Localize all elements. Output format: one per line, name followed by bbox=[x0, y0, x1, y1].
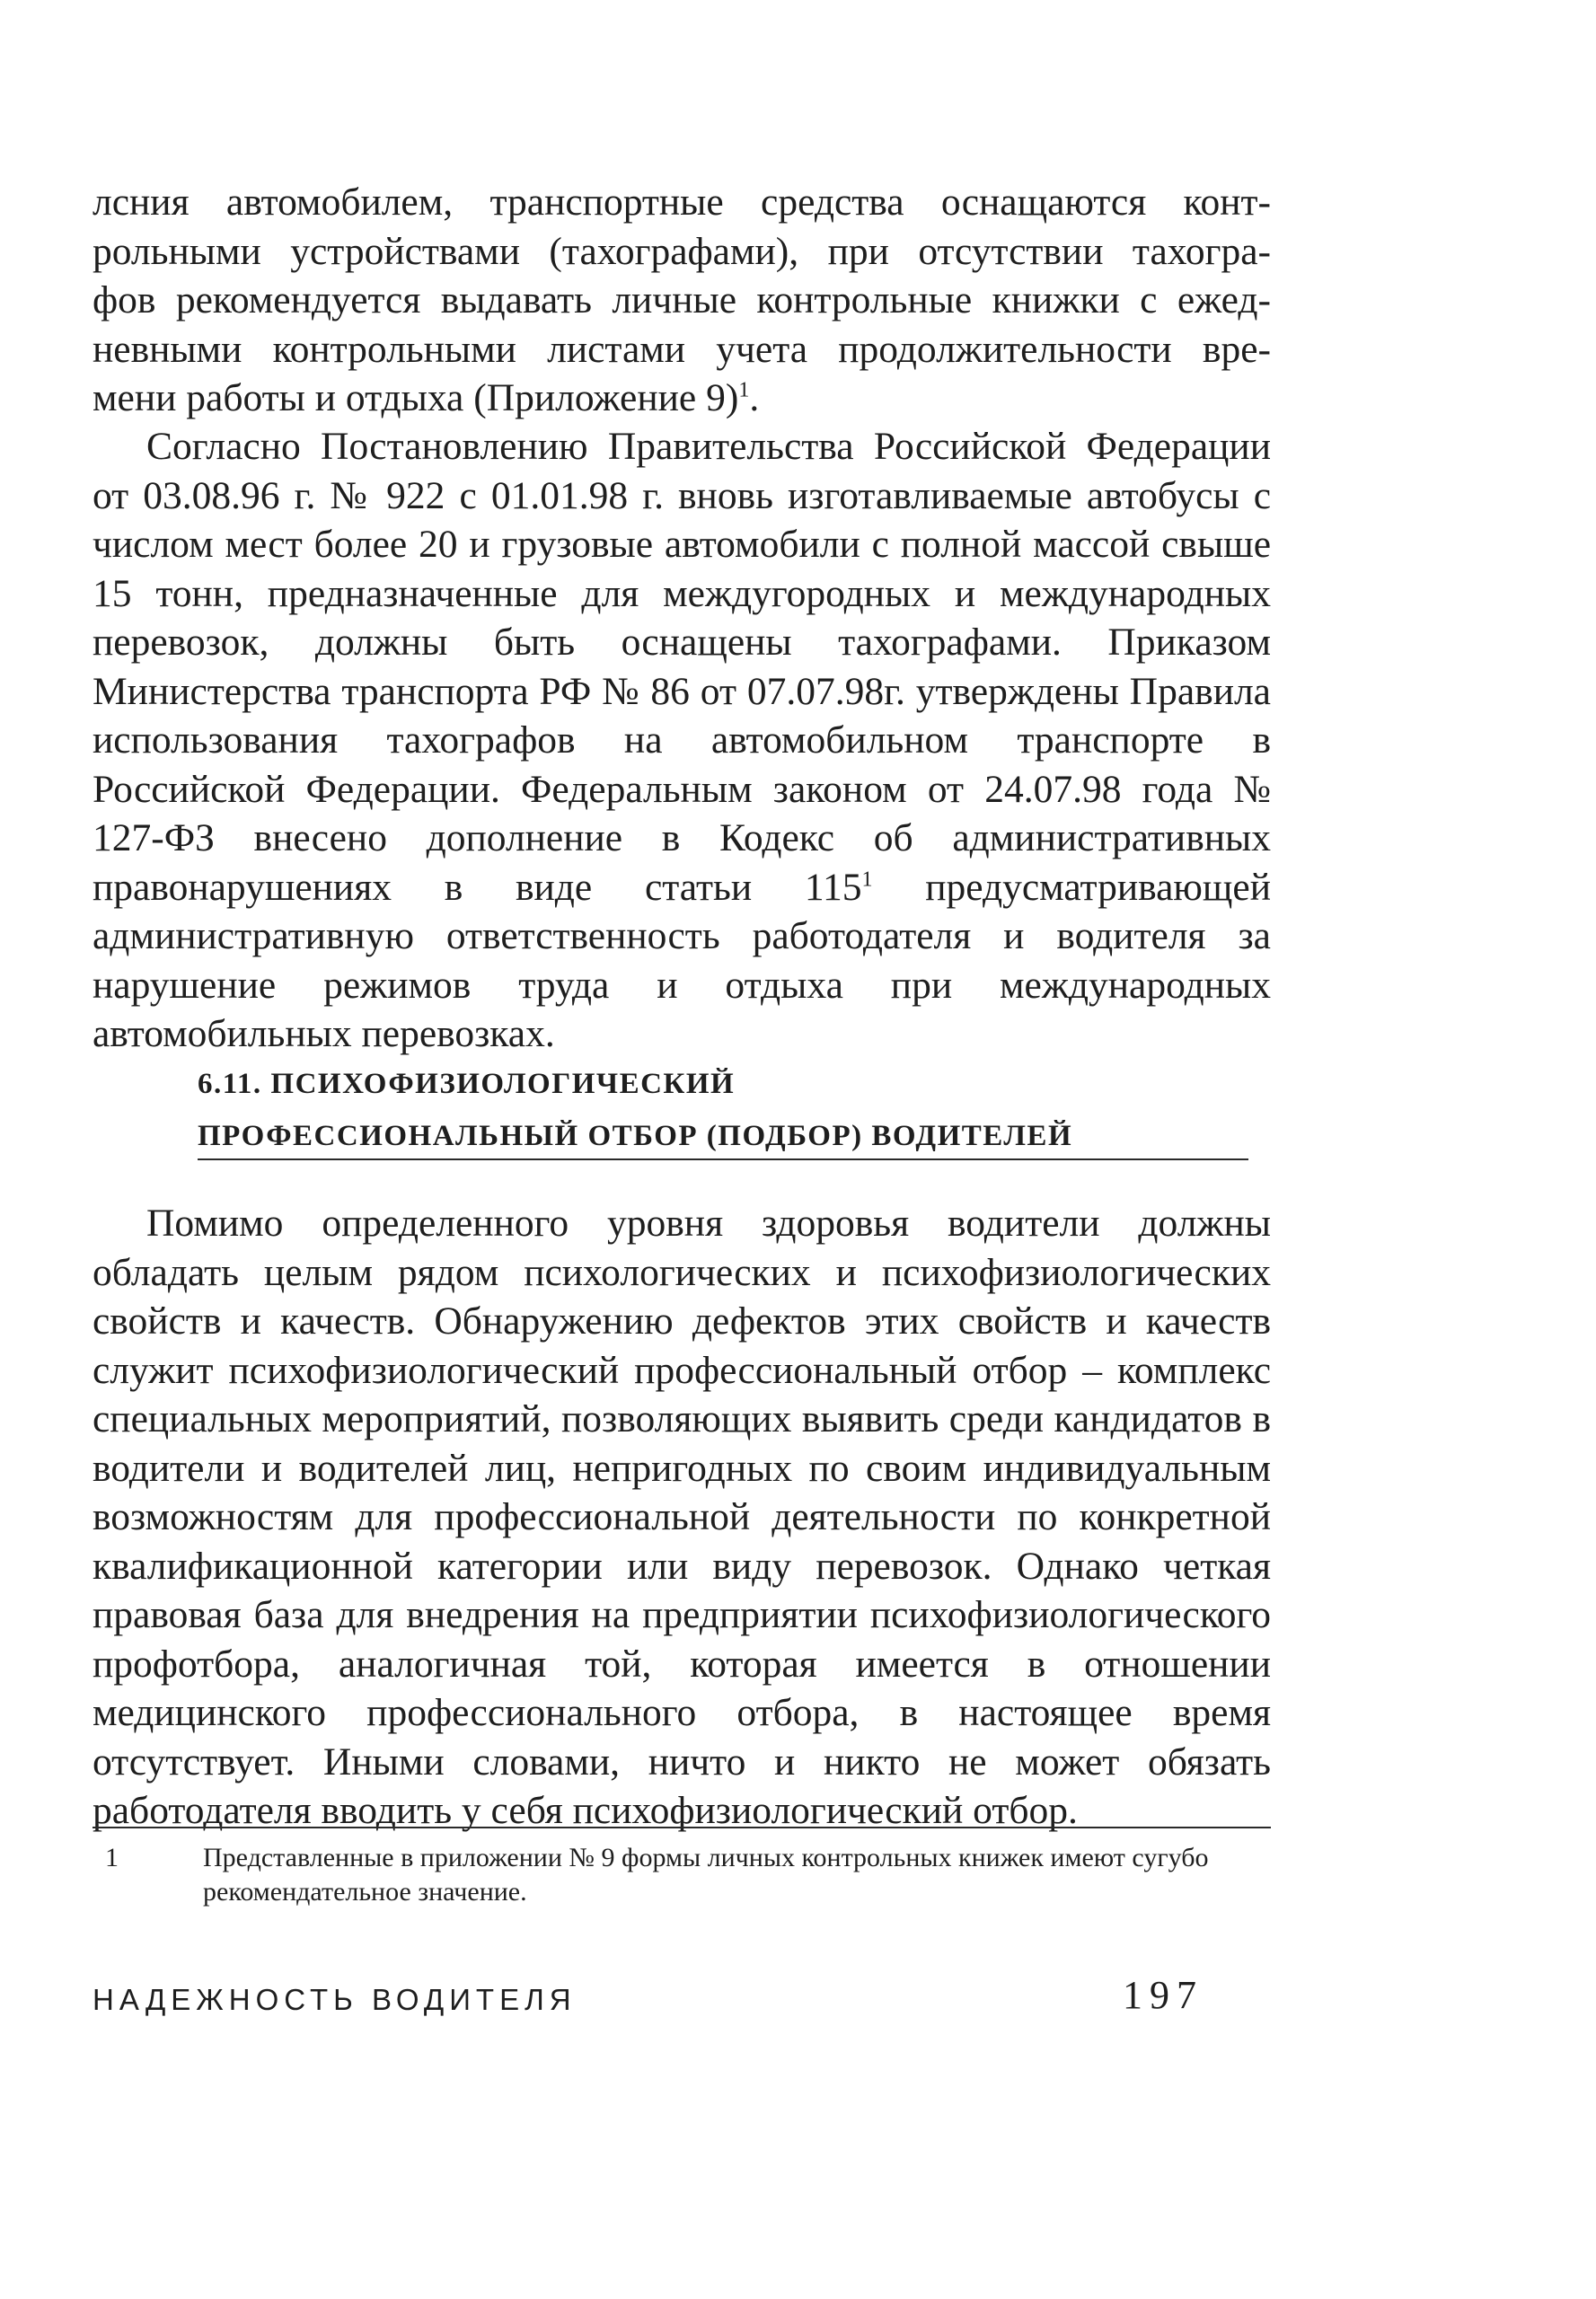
text-line: невными контрольными листами учета продолжительности вре- bbox=[93, 327, 1271, 371]
footnote-separator bbox=[93, 1827, 1271, 1828]
continued-paragraph bbox=[93, 178, 1271, 423]
paragraph: Помимо определенного уровня здоровья водители должны обладать целым рядом психологических и психофизиологических свойств и качеств. Обнаружению дефектов этих свойств и качеств служит психофизиологический профессиональный отбор – комплекс специальных мероприятий, позволяющих выявить среди кандидатов в водители и водителей лиц, непригодных по своим индивидуальным возможностям для профессиональной деятельности по конкретной квалификационной категории или виду перевозок. Однако четкая правовая база для внедрения на предприятии психофизиологического профотбора, аналогичная той, которая имеется в отношении медицинского профессионального отбора, в настоящее время отсутствует. Иными словами, ничто и никто не может обязать работодателя вводить у себя психофизиологический отбор. bbox=[93, 1202, 1271, 1832]
text-line-last bbox=[93, 374, 1271, 423]
paragraph-psychophysiological-selection bbox=[93, 1199, 1271, 1836]
text-line: рольными устройствами (тахографами), при отсутствии тахогра- bbox=[93, 229, 1271, 273]
text-fragment: предусматривающей административную ответственность работодателя и водителя за нарушение режимов труда и отдыха при международных автомобильных перевозках. bbox=[93, 865, 1271, 1055]
footnote-reference: 1 bbox=[738, 378, 750, 402]
text-fragment: . bbox=[749, 376, 760, 419]
page-number: 197 bbox=[1123, 1973, 1204, 2017]
footnote-text: Представленные в приложении № 9 формы личных контрольных книжек имеют сугубо рекомендательное значение. bbox=[203, 1843, 1209, 1907]
running-title: НАДЕЖНОСТЬ ВОДИТЕЛЯ bbox=[93, 1983, 577, 2016]
paragraph bbox=[93, 422, 1271, 1059]
heading-underline bbox=[198, 1158, 1248, 1160]
footnote-mark: 1 bbox=[105, 1843, 119, 1872]
section-heading-line-2: ПРОФЕССИОНАЛЬНЫЙ ОТБОР (ПОДБОР) ВОДИТЕЛЕЙ bbox=[198, 1120, 1073, 1152]
section-heading bbox=[198, 1058, 1275, 1162]
section-heading-line-1: 6.11. ПСИХОФИЗИОЛОГИЧЕСКИЙ bbox=[198, 1068, 736, 1100]
text-line: фов рекомендуется выдавать личные контрольные книжки с ежед- bbox=[93, 278, 1271, 322]
text-fragment: мени работы и отдыха (Приложение 9) bbox=[93, 376, 739, 419]
footnote bbox=[93, 1841, 1271, 1909]
article-superscript: 1 bbox=[861, 868, 873, 891]
text-fragment: Согласно Постановлению Правительства Российской Федерации от 03.08.96 г. № 922 с 01.01.98 г. вновь изготавливаемые автобусы с числом мест более 20 и грузовые автомобили с полной массой свыше 15 тонн, предназначенные для междугородных и международных перевозок, должны быть оснащены тахографами. Приказом Министерства транспорта РФ № 86 от 07.07.98г. утверждены Правила использования тахографов на автомобильном транспорте в Российской Федерации. Федеральным законом от 24.07.98 года № 127-ФЗ внесено дополнение в Кодекс об административных правонарушениях в виде статьи 115 bbox=[93, 425, 1271, 909]
text-line: лсния автомобилем, транспортные средства оснащаются конт- bbox=[93, 181, 1271, 224]
paragraph-tachograph-law bbox=[93, 422, 1271, 1059]
